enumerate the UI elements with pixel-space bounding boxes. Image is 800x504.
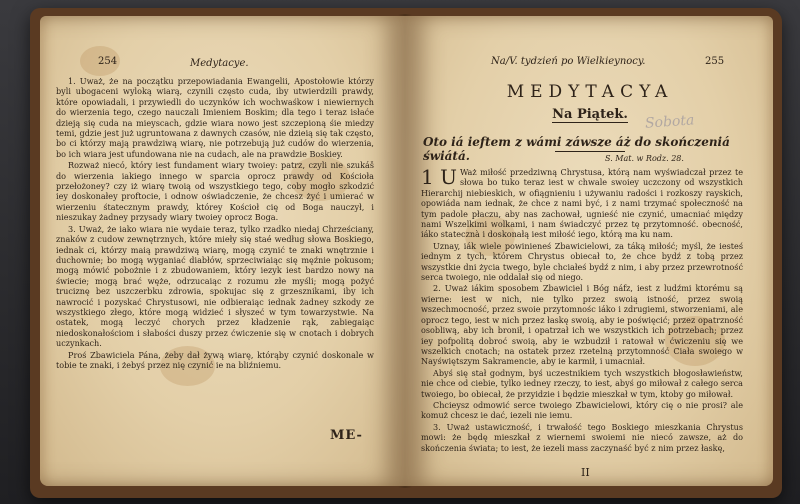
- page-number: 255: [705, 56, 725, 67]
- right-page: [405, 16, 773, 486]
- paragraph: Chcieysz odmowić serce twoiego Zbawicielowi, który cię o nie prosi? ale komuż chcesz ie dać, iezeli nie iemu.: [421, 399, 743, 421]
- paragraph: Proś Zbawiciela Pána, żeby dał żywą wiarę, którąby czynić doskonale w tobie te znaki, i żebyś przez nię czynić ie na bliźniemu.: [56, 349, 374, 370]
- drop-cap: 1 U: [421, 165, 457, 189]
- page-text: [421, 167, 743, 454]
- running-head: Na/V. tydzień po Wielkieynocy.: [491, 56, 646, 67]
- paragraph: Abyś się stał godnym, byś uczestnikiem tych wszystkich błogosławieństw, nie chce od ciebie, tylko iedney rzeczy, to iest, abyś go miłował z całego serca twoiego, bo obiecał, że przyidzie i będzie mieszkał w tym, ktoby go miłował.: [421, 367, 743, 399]
- paragraph: 2. Uważ iákim sposobem Zbawiciel i Bóg náfz, iest z ludźmi ktorému są wierne: iest w nich, nie tylko przez swoią istność, przez swoią wszechmocność, przez swoie przytomnośc iáko i zdrugiemi, stworzeniami, ale oprocz tego, iest w nich przez łaskę swoią, aby ie poświęcić; przez opatrzność osobliwą, aby ich bronił, i opatrzał ich we wszystkich ich potrzebach; przez iey pofpolitą dobroć swoią, aby ie wzbudził i ratował w ćwiczeniu się we wszelkich cnotach; na ostatek przez rzetelną przytomność Ciała swoiego w Nayświętszym Sakramencie, aby ie karmił, i umacniał.: [421, 283, 743, 367]
- page-text: [56, 76, 374, 371]
- scripture-theme: Oto iá ieftem z wámi záwsze áż do skończeniá świátá.: [423, 135, 730, 163]
- paragraph-text: Waż miłość przedziwną Chrystusa, którą nam wyświadczał przez te słowa bo tuko teraz iest w chwale swoiey uczczony od wszystkich Hierarchij niebieskich, w ofiągnieniu i używaniu radości i rozkoszy rayskich, opowiáda nam iednak, że chce z nami być, i z nami trzymać społeczność na tym padole płaczu, aby nas zachował, ugnieść nie czynić, umacniać między nami Wszelkimi wolkami, i nam świadczyć przez tę przytomność. obecność, iáko statecznà i doskonałą iest miłość iego, którą ma ku nam.: [421, 167, 743, 240]
- paragraph: Rozważ niecó, który iest fundament wiary twoiey: patrz, czyli nie szukáš do wierzenia iakiego innego w sparcia oprocz prawdy od Kościoła przełożoney? czy iż wiarę twoią od wszystkiego tego, coby mogło szkodzić iey doskonałey proftocie, i odnow oświadczenie, że chcesz żyć i umierać w wierzeniu śtatecznym prawdy, którey Kościoł cię od Boga nauczył, i nieszukay żadney przysady wiary twoiey oprocz Boga.: [56, 160, 374, 223]
- running-head: Medytacye.: [190, 58, 249, 69]
- handwritten-note: Sobota: [644, 112, 695, 132]
- scripture-reference: S. Mat. w Rodz. 28.: [605, 154, 684, 163]
- paragraph: Uznay, iák wiele powinieneś Zbawicielowi, za táką miłość; myśl, że iesteś iednym z tych, którem Chrystus obiecał to, że chce bydź z tobą przez wszystkie dni życia twego, byle chciałeś bydź z nim, i aby przez przewrotność serca twoiego, nie oddalał się od niego.: [421, 240, 743, 283]
- meditation-title: MEDYTACYA: [506, 82, 674, 102]
- divider-rule: [555, 151, 625, 152]
- paragraph: [421, 167, 743, 240]
- signature-mark: II: [581, 466, 590, 479]
- subtitle-text: Na Piątek.: [552, 107, 628, 122]
- paragraph: 3. Uważ ustawiczność, i trwałość tego Boskiego mieszkania Chrystus mowi: że będę mieszkał z wiernemi swoiemi nie niecó zawsze, aż do skończenia świata; to iest, że iezeli mass zaczynaść być z nim przez łaskę,: [421, 421, 743, 453]
- paragraph: 3. Uważ, że iako wiara nie wydaie teraz, tylko rzadko niedaj Chrześciany, znaków z cudow zewnętrznych, które mieły się staé według słowa Boskiego, iednak ci, którzy maią prawdziwą wiarę, mogą czynić te znaki wnętrznie i duchownie; bo mogą wyganiać diabłów, sprzeciwiaiąc się męźnie pokusom; mogą mówić pobożnie i z zbudowaniem, który iezyk iest bardzo nowy na świecie; mogą brać węże, odrzucaiąc z rozumu złe myśli; mogą pożyć truciznę bez uszczerbku zdrowia, spokujac się z grzesznikami, iby ich nawrocić i pozyskać Chrystusowi, nie odbieraiąc iednak żadney szkody ze wszystkiego złego, które mogą widzieć i słyszeć w tym towarzystwie. Na ostatek, mogą leczyć chorych przez kładzenie rąk, zabiegaiąc niedoskonałościom i słabości duszy przez ćwiczenie się w cnotach i dobrych uczynkach.: [56, 223, 374, 349]
- catchword: ME-: [330, 428, 363, 443]
- left-page: [40, 16, 405, 486]
- paragraph: 1. Uważ, że na początku przepowiadania Ewangelii, Apostołowie którzy byli ubogaceni wyloką wiarą, czynili często cuda, iby utwierdzili prawdy, które opowiadali, i przywiedli do uczynków ich wochwaśkow i niewiernych do wierzenia tego, czego nauczali Imieniem Boskim; dla tego i teraz isłaće dzieją się cuda na mieyscach, gdzie wiara nowo jest szczepioną śie miedzy temi, gdzie jest już ugruntowana z dawnych czasów, nie dzieią się tak często, bo ci którzy mają prawdziwą wiarę, nie potrzebują już cudów do wierzenia, bo ich wiara jest ufundowana nie na cudach, ale na prawdzie Boskiey.: [56, 76, 374, 159]
- page-number: 254: [98, 56, 118, 67]
